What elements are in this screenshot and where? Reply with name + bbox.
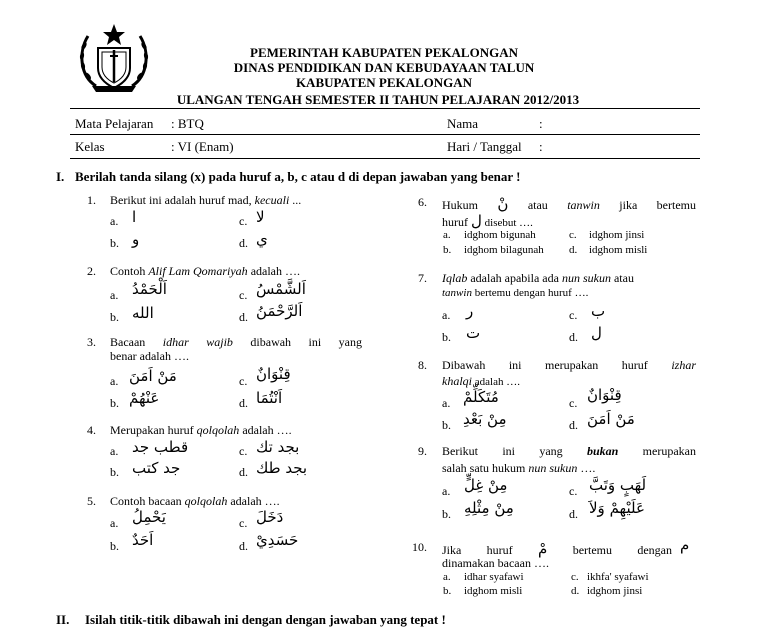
q2-option-c-label: c. xyxy=(239,288,248,302)
date-colon: : xyxy=(539,139,543,154)
q10-option-b-label: b. xyxy=(443,585,452,597)
q5-option-c-label: c. xyxy=(239,516,248,530)
q6-option-a: idghom bigunah xyxy=(464,229,536,241)
q9-option-b: مِنْ مِثْلِهِ xyxy=(464,499,514,517)
q7-option-d: ل xyxy=(591,324,602,342)
q4-option-a-label: a. xyxy=(110,444,119,458)
q8-option-c: قِنْوَانٌ xyxy=(587,386,622,404)
q5-option-d-label: d. xyxy=(239,539,248,553)
q1-option-d: ي xyxy=(256,230,268,248)
q4-option-b: جد كتب xyxy=(132,459,181,477)
question-3-text-line-2: benar adalah …. xyxy=(110,349,189,363)
q2-option-d-label: d. xyxy=(239,310,248,324)
q9-option-c: لَهَبٍ وَتَبَّ xyxy=(589,476,647,494)
question-7-number: 7. xyxy=(418,271,427,285)
q7-option-d-label: d. xyxy=(569,330,578,344)
q6-option-c-label: c. xyxy=(569,229,577,241)
question-10-number: 10. xyxy=(412,540,427,554)
section-2-number: II. xyxy=(56,612,70,627)
q1-option-b: و xyxy=(132,230,140,248)
q9-option-d: عَلَيْهِمْ وَلاَ xyxy=(589,499,645,517)
q10-option-c: ikhfa' syafawi xyxy=(587,571,649,583)
question-7-text-line-2: tanwin bertemu dengan huruf …. xyxy=(442,287,589,299)
q1-option-c-label: c. xyxy=(239,214,248,228)
q7-option-c: ب xyxy=(591,302,606,320)
question-8-number: 8. xyxy=(418,358,427,372)
question-8-text: Dibawah ini merupakan huruf izhar xyxy=(442,358,696,372)
question-2-number: 2. xyxy=(87,264,96,278)
q3-option-b: عَنْهُمْ xyxy=(129,389,160,407)
q5-option-d: حَسَدِيْ xyxy=(256,531,299,549)
question-3-number: 3. xyxy=(87,335,96,349)
q1-option-d-label: d. xyxy=(239,236,248,250)
q10-option-d-label: d. xyxy=(571,585,580,597)
question-10-text: Jika huruf مْ bertemu dengan xyxy=(442,540,673,558)
q8-option-c-label: c. xyxy=(569,396,578,410)
q3-option-d-label: d. xyxy=(239,396,248,410)
question-1-number: 1. xyxy=(87,193,96,207)
question-9-text-line-2: salah satu hukum nun sukun …. xyxy=(442,461,596,475)
question-4-text: Merupakan huruf qolqolah adalah …. xyxy=(110,423,292,437)
q9-option-b-label: b. xyxy=(442,507,451,521)
q6-option-d-label: d. xyxy=(569,244,578,256)
question-2-text: Contoh Alif Lam Qomariyah adalah …. xyxy=(110,264,300,278)
q2-option-a-label: a. xyxy=(110,288,119,302)
q3-option-a: مَنْ اَمَنَ xyxy=(129,367,177,385)
q4-option-b-label: b. xyxy=(110,465,119,479)
name-label: Nama xyxy=(447,116,479,131)
q4-option-d: بجد طك xyxy=(256,459,308,477)
q2-option-b: الله xyxy=(132,304,154,322)
question-6-text: Hukum نْ atau tanwin jika bertemu xyxy=(442,195,697,213)
q8-option-b: مِنْ بَعْدِ xyxy=(463,410,507,428)
class-value: : VI (Enam) xyxy=(171,139,234,154)
q1-option-c: لا xyxy=(256,208,265,226)
date-label: Hari / Tanggal xyxy=(447,139,522,154)
header-divider-mid xyxy=(70,134,700,135)
section-1-instruction: Berilah tanda silang (x) pada huruf a, b, c atau d di depan jawaban yang benar ! xyxy=(75,169,521,184)
q7-option-b: ت xyxy=(466,324,481,342)
q5-option-b: اَحَدٌ xyxy=(132,531,154,549)
q7-option-a-label: a. xyxy=(442,308,451,322)
subject-label: Mata Pelajaran xyxy=(75,116,154,131)
q5-option-a-label: a. xyxy=(110,516,119,530)
q8-option-d: مَنْ اَمَنَ xyxy=(587,410,635,428)
q1-option-a-label: a. xyxy=(110,214,119,228)
q10-option-a: idhar syafawi xyxy=(464,571,524,583)
question-8-text-line-2: khalqi adalah …. xyxy=(442,374,520,388)
q5-option-c: دَخَلَ xyxy=(256,508,284,526)
q10-option-d: idghom jinsi xyxy=(587,585,643,597)
q7-option-a: ر xyxy=(466,302,474,320)
question-4-number: 4. xyxy=(87,423,96,437)
question-3-text: Bacaan idhar wajib dibawah ini yang xyxy=(110,335,362,349)
header-line-1: PEMERINTAH KABUPATEN PEKALONGAN xyxy=(250,45,518,60)
q3-option-a-label: a. xyxy=(110,374,119,388)
q2-option-a: اَلْحَمْدُ xyxy=(132,280,167,298)
q3-option-d: اَنْتُمَا xyxy=(256,389,283,407)
section-2-instruction: Isilah titik-titik dibawah ini dengan dengan jawaban yang tepat ! xyxy=(85,612,446,627)
question-6-text-line-2: huruf ل disebut …. xyxy=(442,212,533,230)
q1-option-a: ا xyxy=(132,208,137,226)
q4-option-c-label: c. xyxy=(239,444,248,458)
question-7-text: Iqlab adalah apabila ada nun sukun atau xyxy=(442,271,634,285)
q5-option-b-label: b. xyxy=(110,539,119,553)
q4-option-d-label: d. xyxy=(239,465,248,479)
q6-option-b: idghom bilagunah xyxy=(464,244,544,256)
question-6-number: 6. xyxy=(418,195,427,209)
question-9-text: Berikut ini yang bukan merupakan xyxy=(442,444,696,458)
q7-option-b-label: b. xyxy=(442,330,451,344)
q8-option-b-label: b. xyxy=(442,418,451,432)
question-10-letter: م xyxy=(680,536,690,554)
question-5-number: 5. xyxy=(87,494,96,508)
q9-option-c-label: c. xyxy=(569,484,578,498)
name-colon: : xyxy=(539,116,543,131)
subject-value: : BTQ xyxy=(171,116,204,131)
q3-option-c: قِنْوَانٌ xyxy=(256,365,291,383)
class-label: Kelas xyxy=(75,139,105,154)
exam-title: ULANGAN TENGAH SEMESTER II TAHUN PELAJARAN 2012/2013 xyxy=(176,92,580,107)
q6-option-b-label: b. xyxy=(443,244,452,256)
q5-option-a: يَحْمِلُ xyxy=(132,508,166,526)
header-divider-bottom xyxy=(70,158,700,159)
q8-option-a-label: a. xyxy=(442,396,451,410)
question-5-text: Contoh bacaan qolqolah adalah …. xyxy=(110,494,280,508)
q9-option-d-label: d. xyxy=(569,507,578,521)
header-line-3: KABUPATEN PEKALONGAN xyxy=(295,75,473,90)
section-1-number: I. xyxy=(56,169,65,184)
header-line-2: DINAS PENDIDIKAN DAN KEBUDAYAAN TALUN xyxy=(233,60,535,75)
q4-option-c: بجد تك xyxy=(256,438,300,456)
q7-option-c-label: c. xyxy=(569,308,578,322)
question-10-text-line-2: dinamakan bacaan …. xyxy=(442,556,549,570)
q6-option-c: idghom jinsi xyxy=(589,229,645,241)
q2-option-c: اَلشَّمْسُ xyxy=(256,280,306,298)
q2-option-b-label: b. xyxy=(110,310,119,324)
q10-option-c-label: c. xyxy=(571,571,579,583)
q8-option-a: مُتَكَلِّمْ xyxy=(463,388,499,406)
q3-option-b-label: b. xyxy=(110,396,119,410)
q9-option-a-label: a. xyxy=(442,484,451,498)
q10-option-b: idghom misli xyxy=(464,585,523,597)
question-1-text: Berikut ini adalah huruf mad, kecuali ... xyxy=(110,193,302,207)
q1-option-b-label: b. xyxy=(110,236,119,250)
q2-option-d: اَلرَّحْمَنُ xyxy=(256,302,303,320)
q4-option-a: قطب جد xyxy=(132,438,189,456)
question-9-number: 9. xyxy=(418,444,427,458)
header-divider-top xyxy=(70,108,700,109)
q6-option-a-label: a. xyxy=(443,229,451,241)
q10-option-a-label: a. xyxy=(443,571,451,583)
q6-option-d: idghom misli xyxy=(589,244,648,256)
q3-option-c-label: c. xyxy=(239,374,248,388)
q8-option-d-label: d. xyxy=(569,418,578,432)
q9-option-a: مِنْ غِلٍّ xyxy=(464,476,508,494)
